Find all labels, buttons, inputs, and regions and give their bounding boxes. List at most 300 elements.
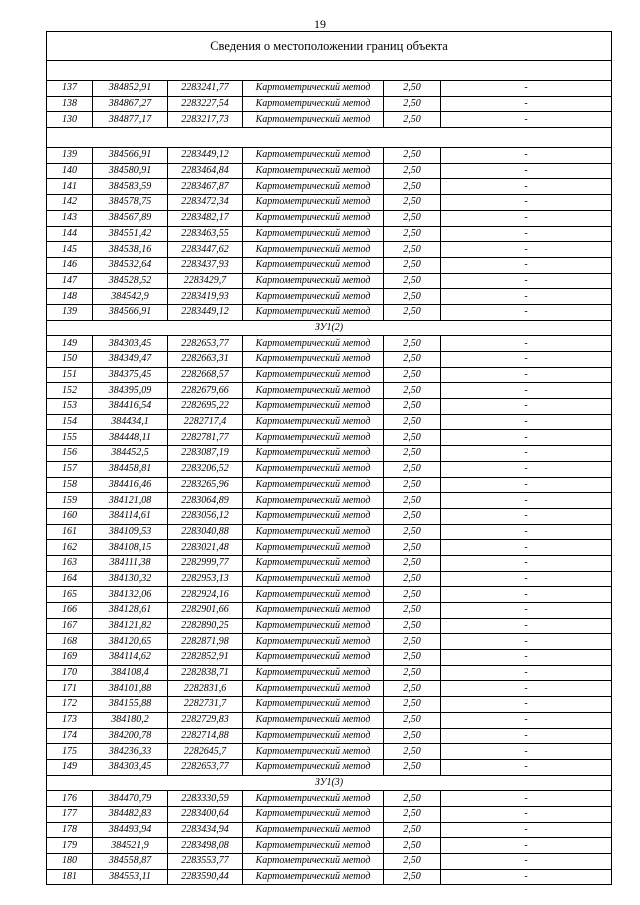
- method-cell: Картометрический метод: [243, 210, 384, 226]
- table-row: [47, 712, 612, 728]
- method-cell: Картометрический метод: [243, 446, 384, 462]
- accuracy-cell: 2,50: [384, 508, 441, 524]
- separator-cell: [47, 128, 612, 148]
- accuracy-cell: 2,50: [384, 383, 441, 399]
- x-coordinate-cell: 384236,33: [93, 744, 168, 760]
- y-coordinate-cell: 2283217,73: [168, 112, 243, 128]
- y-coordinate-cell: 2283434,94: [168, 822, 243, 838]
- point-number-cell: 152: [47, 383, 93, 399]
- x-coordinate-cell: 384130,32: [93, 571, 168, 587]
- description-cell: -: [441, 112, 612, 128]
- method-cell: Картометрический метод: [243, 555, 384, 571]
- description-cell: -: [441, 555, 612, 571]
- description-cell: -: [441, 179, 612, 195]
- table-row: [47, 477, 612, 493]
- accuracy-cell: 2,50: [384, 712, 441, 728]
- y-coordinate-cell: 2283449,12: [168, 148, 243, 164]
- table-row: [47, 728, 612, 744]
- x-coordinate-cell: 384111,38: [93, 555, 168, 571]
- y-coordinate-cell: 2282852,91: [168, 650, 243, 666]
- description-cell: -: [441, 163, 612, 179]
- method-cell: Картометрический метод: [243, 163, 384, 179]
- x-coordinate-cell: 384114,62: [93, 650, 168, 666]
- point-number-cell: 144: [47, 226, 93, 242]
- y-coordinate-cell: 2282901,66: [168, 603, 243, 619]
- method-cell: Картометрический метод: [243, 524, 384, 540]
- table-row: [47, 493, 612, 509]
- method-cell: Картометрический метод: [243, 540, 384, 556]
- description-cell: -: [441, 524, 612, 540]
- table-title-row: [47, 32, 612, 61]
- table-row: [47, 414, 612, 430]
- method-cell: Картометрический метод: [243, 367, 384, 383]
- description-cell: -: [441, 869, 612, 885]
- table-row: [47, 304, 612, 320]
- accuracy-cell: 2,50: [384, 822, 441, 838]
- y-coordinate-cell: 2283463,55: [168, 226, 243, 242]
- table-row: [47, 430, 612, 446]
- table-row: [47, 148, 612, 164]
- method-cell: Картометрический метод: [243, 854, 384, 870]
- table-row: [47, 195, 612, 211]
- description-cell: -: [441, 195, 612, 211]
- description-cell: -: [441, 603, 612, 619]
- method-cell: Картометрический метод: [243, 571, 384, 587]
- table-row: [47, 81, 612, 97]
- description-cell: -: [441, 759, 612, 775]
- y-coordinate-cell: 2282871,98: [168, 634, 243, 650]
- accuracy-cell: 2,50: [384, 96, 441, 112]
- accuracy-cell: 2,50: [384, 273, 441, 289]
- description-cell: -: [441, 257, 612, 273]
- point-number-cell: 170: [47, 665, 93, 681]
- description-cell: -: [441, 414, 612, 430]
- point-number-cell: 174: [47, 728, 93, 744]
- method-cell: Картометрический метод: [243, 148, 384, 164]
- point-number-cell: 178: [47, 822, 93, 838]
- table-row: [47, 838, 612, 854]
- point-number-cell: 155: [47, 430, 93, 446]
- point-number-cell: 167: [47, 618, 93, 634]
- accuracy-cell: 2,50: [384, 81, 441, 97]
- section-label-row: [47, 775, 612, 791]
- description-cell: -: [441, 242, 612, 258]
- table-row: [47, 210, 612, 226]
- description-cell: -: [441, 289, 612, 305]
- method-cell: Картометрический метод: [243, 273, 384, 289]
- table-row: [47, 367, 612, 383]
- y-coordinate-cell: 2283429,7: [168, 273, 243, 289]
- y-coordinate-cell: 2282924,16: [168, 587, 243, 603]
- table-row: [47, 618, 612, 634]
- accuracy-cell: 2,50: [384, 148, 441, 164]
- method-cell: Картометрический метод: [243, 665, 384, 681]
- accuracy-cell: 2,50: [384, 112, 441, 128]
- point-number-cell: 153: [47, 399, 93, 415]
- point-number-cell: 166: [47, 603, 93, 619]
- method-cell: Картометрический метод: [243, 712, 384, 728]
- accuracy-cell: 2,50: [384, 681, 441, 697]
- accuracy-cell: 2,50: [384, 555, 441, 571]
- point-number-cell: 151: [47, 367, 93, 383]
- x-coordinate-cell: 384448,11: [93, 430, 168, 446]
- table-row: [47, 744, 612, 760]
- separator-cell: [47, 61, 612, 81]
- y-coordinate-cell: 2282729,83: [168, 712, 243, 728]
- description-cell: -: [441, 336, 612, 352]
- point-number-cell: 164: [47, 571, 93, 587]
- method-cell: Картометрический метод: [243, 195, 384, 211]
- method-cell: Картометрический метод: [243, 399, 384, 415]
- point-number-cell: 149: [47, 759, 93, 775]
- method-cell: Картометрический метод: [243, 759, 384, 775]
- accuracy-cell: 2,50: [384, 163, 441, 179]
- separator-row: [47, 61, 612, 81]
- method-cell: Картометрический метод: [243, 414, 384, 430]
- method-cell: Картометрический метод: [243, 242, 384, 258]
- table-row: [47, 446, 612, 462]
- description-cell: -: [441, 446, 612, 462]
- point-number-cell: 165: [47, 587, 93, 603]
- table-row: [47, 759, 612, 775]
- description-cell: -: [441, 477, 612, 493]
- y-coordinate-cell: 2283437,93: [168, 257, 243, 273]
- y-coordinate-cell: 2283400,64: [168, 806, 243, 822]
- accuracy-cell: 2,50: [384, 304, 441, 320]
- accuracy-cell: 2,50: [384, 697, 441, 713]
- x-coordinate-cell: 384553,11: [93, 869, 168, 885]
- x-coordinate-cell: 384120,65: [93, 634, 168, 650]
- x-coordinate-cell: 384852,91: [93, 81, 168, 97]
- method-cell: Картометрический метод: [243, 179, 384, 195]
- x-coordinate-cell: 384566,91: [93, 304, 168, 320]
- y-coordinate-cell: 2283265,96: [168, 477, 243, 493]
- x-coordinate-cell: 384877,17: [93, 112, 168, 128]
- method-cell: Картометрический метод: [243, 508, 384, 524]
- description-cell: -: [441, 806, 612, 822]
- page-number: 19: [314, 17, 326, 31]
- table-row: [47, 179, 612, 195]
- table-row: [47, 822, 612, 838]
- description-cell: -: [441, 508, 612, 524]
- table-row: [47, 112, 612, 128]
- method-cell: Картометрический метод: [243, 226, 384, 242]
- x-coordinate-cell: 384416,46: [93, 477, 168, 493]
- point-number-cell: 156: [47, 446, 93, 462]
- x-coordinate-cell: 384538,16: [93, 242, 168, 258]
- description-cell: -: [441, 399, 612, 415]
- x-coordinate-cell: 384521,9: [93, 838, 168, 854]
- point-number-cell: 147: [47, 273, 93, 289]
- point-number-cell: 161: [47, 524, 93, 540]
- table-row: [47, 869, 612, 885]
- point-number-cell: 173: [47, 712, 93, 728]
- y-coordinate-cell: 2283447,62: [168, 242, 243, 258]
- x-coordinate-cell: 384114,61: [93, 508, 168, 524]
- y-coordinate-cell: 2283241,77: [168, 81, 243, 97]
- point-number-cell: 175: [47, 744, 93, 760]
- description-cell: -: [441, 681, 612, 697]
- method-cell: Картометрический метод: [243, 681, 384, 697]
- point-number-cell: 171: [47, 681, 93, 697]
- method-cell: Картометрический метод: [243, 728, 384, 744]
- description-cell: -: [441, 430, 612, 446]
- accuracy-cell: 2,50: [384, 367, 441, 383]
- x-coordinate-cell: 384528,52: [93, 273, 168, 289]
- point-number-cell: 139: [47, 304, 93, 320]
- x-coordinate-cell: 384375,45: [93, 367, 168, 383]
- accuracy-cell: 2,50: [384, 791, 441, 807]
- y-coordinate-cell: 2282695,22: [168, 399, 243, 415]
- point-number-cell: 177: [47, 806, 93, 822]
- y-coordinate-cell: 2283467,87: [168, 179, 243, 195]
- y-coordinate-cell: 2282838,71: [168, 665, 243, 681]
- accuracy-cell: 2,50: [384, 257, 441, 273]
- method-cell: Картометрический метод: [243, 791, 384, 807]
- point-number-cell: 150: [47, 352, 93, 368]
- description-cell: -: [441, 367, 612, 383]
- method-cell: Картометрический метод: [243, 96, 384, 112]
- table-row: [47, 524, 612, 540]
- description-cell: -: [441, 697, 612, 713]
- method-cell: Картометрический метод: [243, 81, 384, 97]
- accuracy-cell: 2,50: [384, 524, 441, 540]
- accuracy-cell: 2,50: [384, 603, 441, 619]
- accuracy-cell: 2,50: [384, 242, 441, 258]
- table-row: [47, 383, 612, 399]
- method-cell: Картометрический метод: [243, 289, 384, 305]
- table-row: [47, 603, 612, 619]
- accuracy-cell: 2,50: [384, 226, 441, 242]
- accuracy-cell: 2,50: [384, 414, 441, 430]
- x-coordinate-cell: 384180,2: [93, 712, 168, 728]
- description-cell: -: [441, 665, 612, 681]
- accuracy-cell: 2,50: [384, 665, 441, 681]
- accuracy-cell: 2,50: [384, 571, 441, 587]
- method-cell: Картометрический метод: [243, 493, 384, 509]
- table-row: [47, 681, 612, 697]
- accuracy-cell: 2,50: [384, 634, 441, 650]
- description-cell: -: [441, 226, 612, 242]
- table-row: [47, 697, 612, 713]
- description-cell: -: [441, 273, 612, 289]
- x-coordinate-cell: 384200,78: [93, 728, 168, 744]
- point-number-cell: 162: [47, 540, 93, 556]
- method-cell: Картометрический метод: [243, 112, 384, 128]
- description-cell: -: [441, 352, 612, 368]
- table-row: [47, 273, 612, 289]
- method-cell: Картометрический метод: [243, 603, 384, 619]
- table-row: [47, 555, 612, 571]
- method-cell: Картометрический метод: [243, 587, 384, 603]
- y-coordinate-cell: 2283021,48: [168, 540, 243, 556]
- x-coordinate-cell: 384578,75: [93, 195, 168, 211]
- point-number-cell: 158: [47, 477, 93, 493]
- table-row: [47, 665, 612, 681]
- point-number-cell: 143: [47, 210, 93, 226]
- table-row: [47, 289, 612, 305]
- accuracy-cell: 2,50: [384, 446, 441, 462]
- boundary-coordinates-table: [46, 31, 612, 885]
- method-cell: Картометрический метод: [243, 838, 384, 854]
- description-cell: -: [441, 822, 612, 838]
- point-number-cell: 176: [47, 791, 93, 807]
- x-coordinate-cell: 384108,15: [93, 540, 168, 556]
- x-coordinate-cell: 384551,42: [93, 226, 168, 242]
- accuracy-cell: 2,50: [384, 210, 441, 226]
- x-coordinate-cell: 384542,9: [93, 289, 168, 305]
- y-coordinate-cell: 2283056,12: [168, 508, 243, 524]
- separator-row: [47, 128, 612, 148]
- description-cell: -: [441, 587, 612, 603]
- x-coordinate-cell: 384558,87: [93, 854, 168, 870]
- y-coordinate-cell: 2282653,77: [168, 336, 243, 352]
- description-cell: -: [441, 571, 612, 587]
- x-coordinate-cell: 384470,79: [93, 791, 168, 807]
- description-cell: -: [441, 383, 612, 399]
- table-row: [47, 352, 612, 368]
- point-number-cell: 141: [47, 179, 93, 195]
- y-coordinate-cell: 2283482,17: [168, 210, 243, 226]
- method-cell: Картометрический метод: [243, 697, 384, 713]
- accuracy-cell: 2,50: [384, 744, 441, 760]
- accuracy-cell: 2,50: [384, 289, 441, 305]
- method-cell: Картометрический метод: [243, 477, 384, 493]
- accuracy-cell: 2,50: [384, 618, 441, 634]
- table-title: Сведения о местоположении границ объекта: [47, 32, 612, 61]
- method-cell: Картометрический метод: [243, 822, 384, 838]
- method-cell: Картометрический метод: [243, 744, 384, 760]
- point-number-cell: 172: [47, 697, 93, 713]
- table-row: [47, 399, 612, 415]
- table-body: [47, 32, 612, 885]
- table-row: [47, 508, 612, 524]
- description-cell: -: [441, 81, 612, 97]
- point-number-cell: 148: [47, 289, 93, 305]
- y-coordinate-cell: 2283464,84: [168, 163, 243, 179]
- accuracy-cell: 2,50: [384, 728, 441, 744]
- table-row: [47, 336, 612, 352]
- x-coordinate-cell: 384303,45: [93, 759, 168, 775]
- description-cell: -: [441, 540, 612, 556]
- table-row: [47, 806, 612, 822]
- x-coordinate-cell: 384101,88: [93, 681, 168, 697]
- section-label: ЗУ1(2): [47, 320, 612, 336]
- table-row: [47, 571, 612, 587]
- y-coordinate-cell: 2282781,77: [168, 430, 243, 446]
- description-cell: -: [441, 712, 612, 728]
- method-cell: Картометрический метод: [243, 257, 384, 273]
- x-coordinate-cell: 384395,09: [93, 383, 168, 399]
- method-cell: Картометрический метод: [243, 634, 384, 650]
- x-coordinate-cell: 384452,5: [93, 446, 168, 462]
- point-number-cell: 149: [47, 336, 93, 352]
- accuracy-cell: 2,50: [384, 430, 441, 446]
- table-row: [47, 257, 612, 273]
- x-coordinate-cell: 384583,59: [93, 179, 168, 195]
- x-coordinate-cell: 384580,91: [93, 163, 168, 179]
- y-coordinate-cell: 2282731,7: [168, 697, 243, 713]
- x-coordinate-cell: 384532,64: [93, 257, 168, 273]
- table-row: [47, 461, 612, 477]
- x-coordinate-cell: 384493,94: [93, 822, 168, 838]
- x-coordinate-cell: 384108,4: [93, 665, 168, 681]
- point-number-cell: 138: [47, 96, 93, 112]
- method-cell: Картометрический метод: [243, 869, 384, 885]
- description-cell: -: [441, 96, 612, 112]
- accuracy-cell: 2,50: [384, 854, 441, 870]
- point-number-cell: 160: [47, 508, 93, 524]
- description-cell: -: [441, 148, 612, 164]
- y-coordinate-cell: 2282831,6: [168, 681, 243, 697]
- table-row: [47, 163, 612, 179]
- point-number-cell: 181: [47, 869, 93, 885]
- y-coordinate-cell: 2283040,88: [168, 524, 243, 540]
- y-coordinate-cell: 2283227,54: [168, 96, 243, 112]
- x-coordinate-cell: 384121,82: [93, 618, 168, 634]
- y-coordinate-cell: 2282663,31: [168, 352, 243, 368]
- method-cell: Картометрический метод: [243, 430, 384, 446]
- accuracy-cell: 2,50: [384, 179, 441, 195]
- point-number-cell: 139: [47, 148, 93, 164]
- description-cell: -: [441, 728, 612, 744]
- x-coordinate-cell: 384349,47: [93, 352, 168, 368]
- x-coordinate-cell: 384458,81: [93, 461, 168, 477]
- y-coordinate-cell: 2282653,77: [168, 759, 243, 775]
- x-coordinate-cell: 384128,61: [93, 603, 168, 619]
- method-cell: Картометрический метод: [243, 806, 384, 822]
- section-label-row: [47, 320, 612, 336]
- x-coordinate-cell: 384566,91: [93, 148, 168, 164]
- y-coordinate-cell: 2283330,59: [168, 791, 243, 807]
- y-coordinate-cell: 2282679,66: [168, 383, 243, 399]
- accuracy-cell: 2,50: [384, 869, 441, 885]
- description-cell: -: [441, 838, 612, 854]
- description-cell: -: [441, 461, 612, 477]
- accuracy-cell: 2,50: [384, 477, 441, 493]
- y-coordinate-cell: 2283087,19: [168, 446, 243, 462]
- description-cell: -: [441, 744, 612, 760]
- x-coordinate-cell: 384482,83: [93, 806, 168, 822]
- accuracy-cell: 2,50: [384, 587, 441, 603]
- accuracy-cell: 2,50: [384, 195, 441, 211]
- description-cell: -: [441, 634, 612, 650]
- point-number-cell: 179: [47, 838, 93, 854]
- accuracy-cell: 2,50: [384, 461, 441, 477]
- table-row: [47, 226, 612, 242]
- y-coordinate-cell: 2283206,52: [168, 461, 243, 477]
- table-row: [47, 96, 612, 112]
- point-number-cell: 140: [47, 163, 93, 179]
- y-coordinate-cell: 2283590,44: [168, 869, 243, 885]
- y-coordinate-cell: 2283498,08: [168, 838, 243, 854]
- method-cell: Картометрический метод: [243, 461, 384, 477]
- y-coordinate-cell: 2283419,93: [168, 289, 243, 305]
- x-coordinate-cell: 384567,89: [93, 210, 168, 226]
- y-coordinate-cell: 2282668,57: [168, 367, 243, 383]
- section-label: ЗУ1(3): [47, 775, 612, 791]
- y-coordinate-cell: 2282717,4: [168, 414, 243, 430]
- point-number-cell: 137: [47, 81, 93, 97]
- y-coordinate-cell: 2282953,13: [168, 571, 243, 587]
- accuracy-cell: 2,50: [384, 493, 441, 509]
- table-row: [47, 634, 612, 650]
- accuracy-cell: 2,50: [384, 759, 441, 775]
- point-number-cell: 180: [47, 854, 93, 870]
- description-cell: -: [441, 618, 612, 634]
- x-coordinate-cell: 384109,53: [93, 524, 168, 540]
- accuracy-cell: 2,50: [384, 540, 441, 556]
